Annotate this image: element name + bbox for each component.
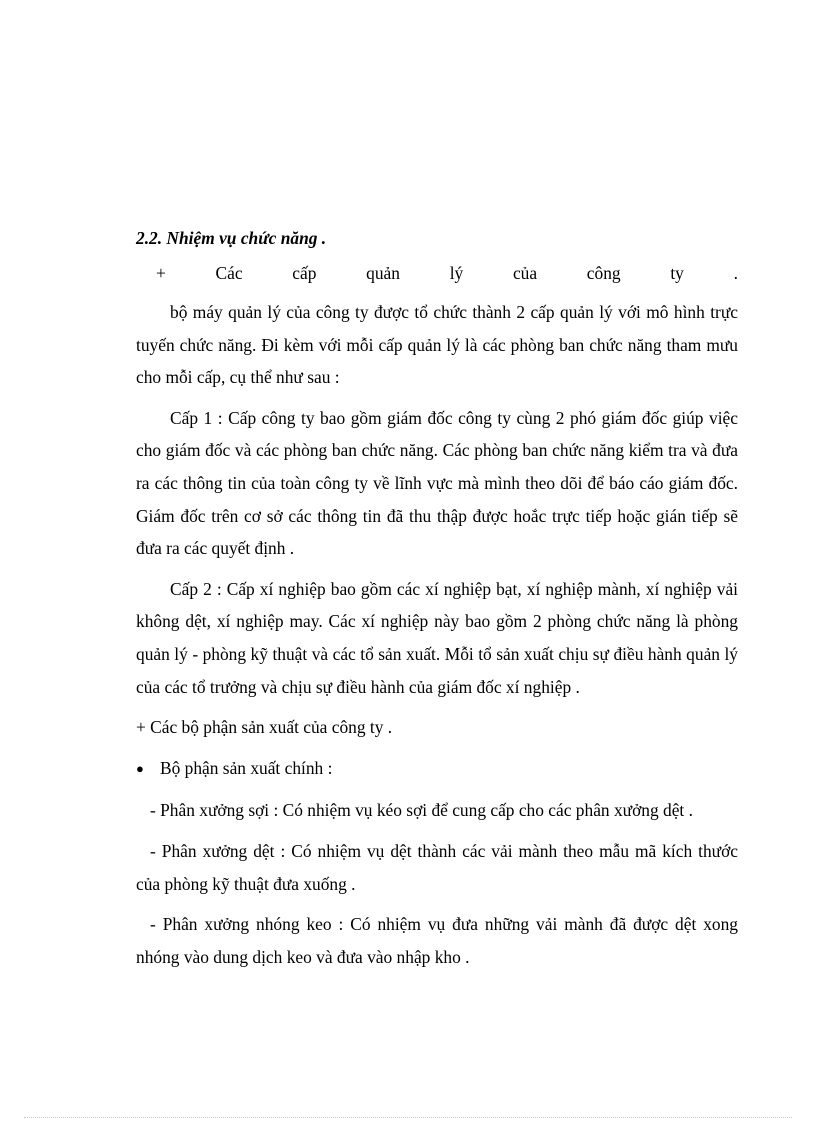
word: Các xyxy=(215,263,243,283)
word: công xyxy=(586,263,621,283)
footer-divider xyxy=(24,1117,792,1118)
word: . xyxy=(733,263,738,283)
bullet-item xyxy=(136,752,738,787)
workshop-item: - Phân xưởng dệt : Có nhiệm vụ dệt thành các vải mành theo mẫu mã kích thước của phòng kỹ thuật đưa xuống . xyxy=(136,840,738,894)
bullet-icon: ● xyxy=(136,760,144,776)
workshop-item: - Phân xưởng sợi : Có nhiệm vụ kéo sợi để cung cấp cho các phân xưởng dệt . xyxy=(150,800,693,821)
word: quản xyxy=(366,263,400,283)
page-content xyxy=(136,222,738,981)
word: + xyxy=(156,263,166,283)
management-levels-line xyxy=(136,258,738,288)
word: của xyxy=(512,263,538,283)
intro-paragraph: bộ máy quản lý của công ty được tổ chức thành 2 cấp quản lý với mô hình trực tuyến chức năng. Đi kèm với mỗi cấp quản lý là các phòng ban chức năng tham mưu cho mỗi cấp, cụ thể như sau : xyxy=(136,302,738,388)
word: cấp xyxy=(292,263,317,283)
level-1-paragraph: Cấp 1 : Cấp công ty bao gồm giám đốc công ty cùng 2 phó giám đốc giúp việc cho giám đốc và các phòng ban chức năng. Các phòng ban chức năng kiểm tra và đưa ra các thông tin của toàn công ty về lĩnh vực mà mình theo dõi để báo cáo giám đốc. Giám đốc trên cơ sở các thông tin đã thu thập được hoắc trực tiếp hoặc gián tiếp sẽ đưa ra các quyết định . xyxy=(136,407,738,559)
level-2-paragraph: Cấp 2 : Cấp xí nghiệp bao gồm các xí nghiệp bạt, xí nghiệp mành, xí nghiệp vải không dệt, xí nghiệp may. Các xí nghiệp này bao gồm 2 phòng chức năng là phòng quản lý - phòng kỹ thuật và các tổ sản xuất. Mỗi tổ sản xuất chịu sự điều hành quản lý của các tổ trưởng và chịu sự điều hành của giám đốc xí nghiệp . xyxy=(136,578,738,697)
word: lý xyxy=(449,263,464,283)
bullet-text: Bộ phận sản xuất chính : xyxy=(160,757,333,778)
word: ty xyxy=(670,263,684,283)
workshop-item: - Phân xưởng nhóng keo : Có nhiệm vụ đưa những vải mành đã được dệt xong nhóng vào dung dịch keo và đưa vào nhập kho . xyxy=(136,914,738,967)
section-heading: 2.2. Nhiệm vụ chức năng . xyxy=(136,228,327,248)
production-heading: + Các bộ phận sản xuất của công ty . xyxy=(136,717,393,738)
